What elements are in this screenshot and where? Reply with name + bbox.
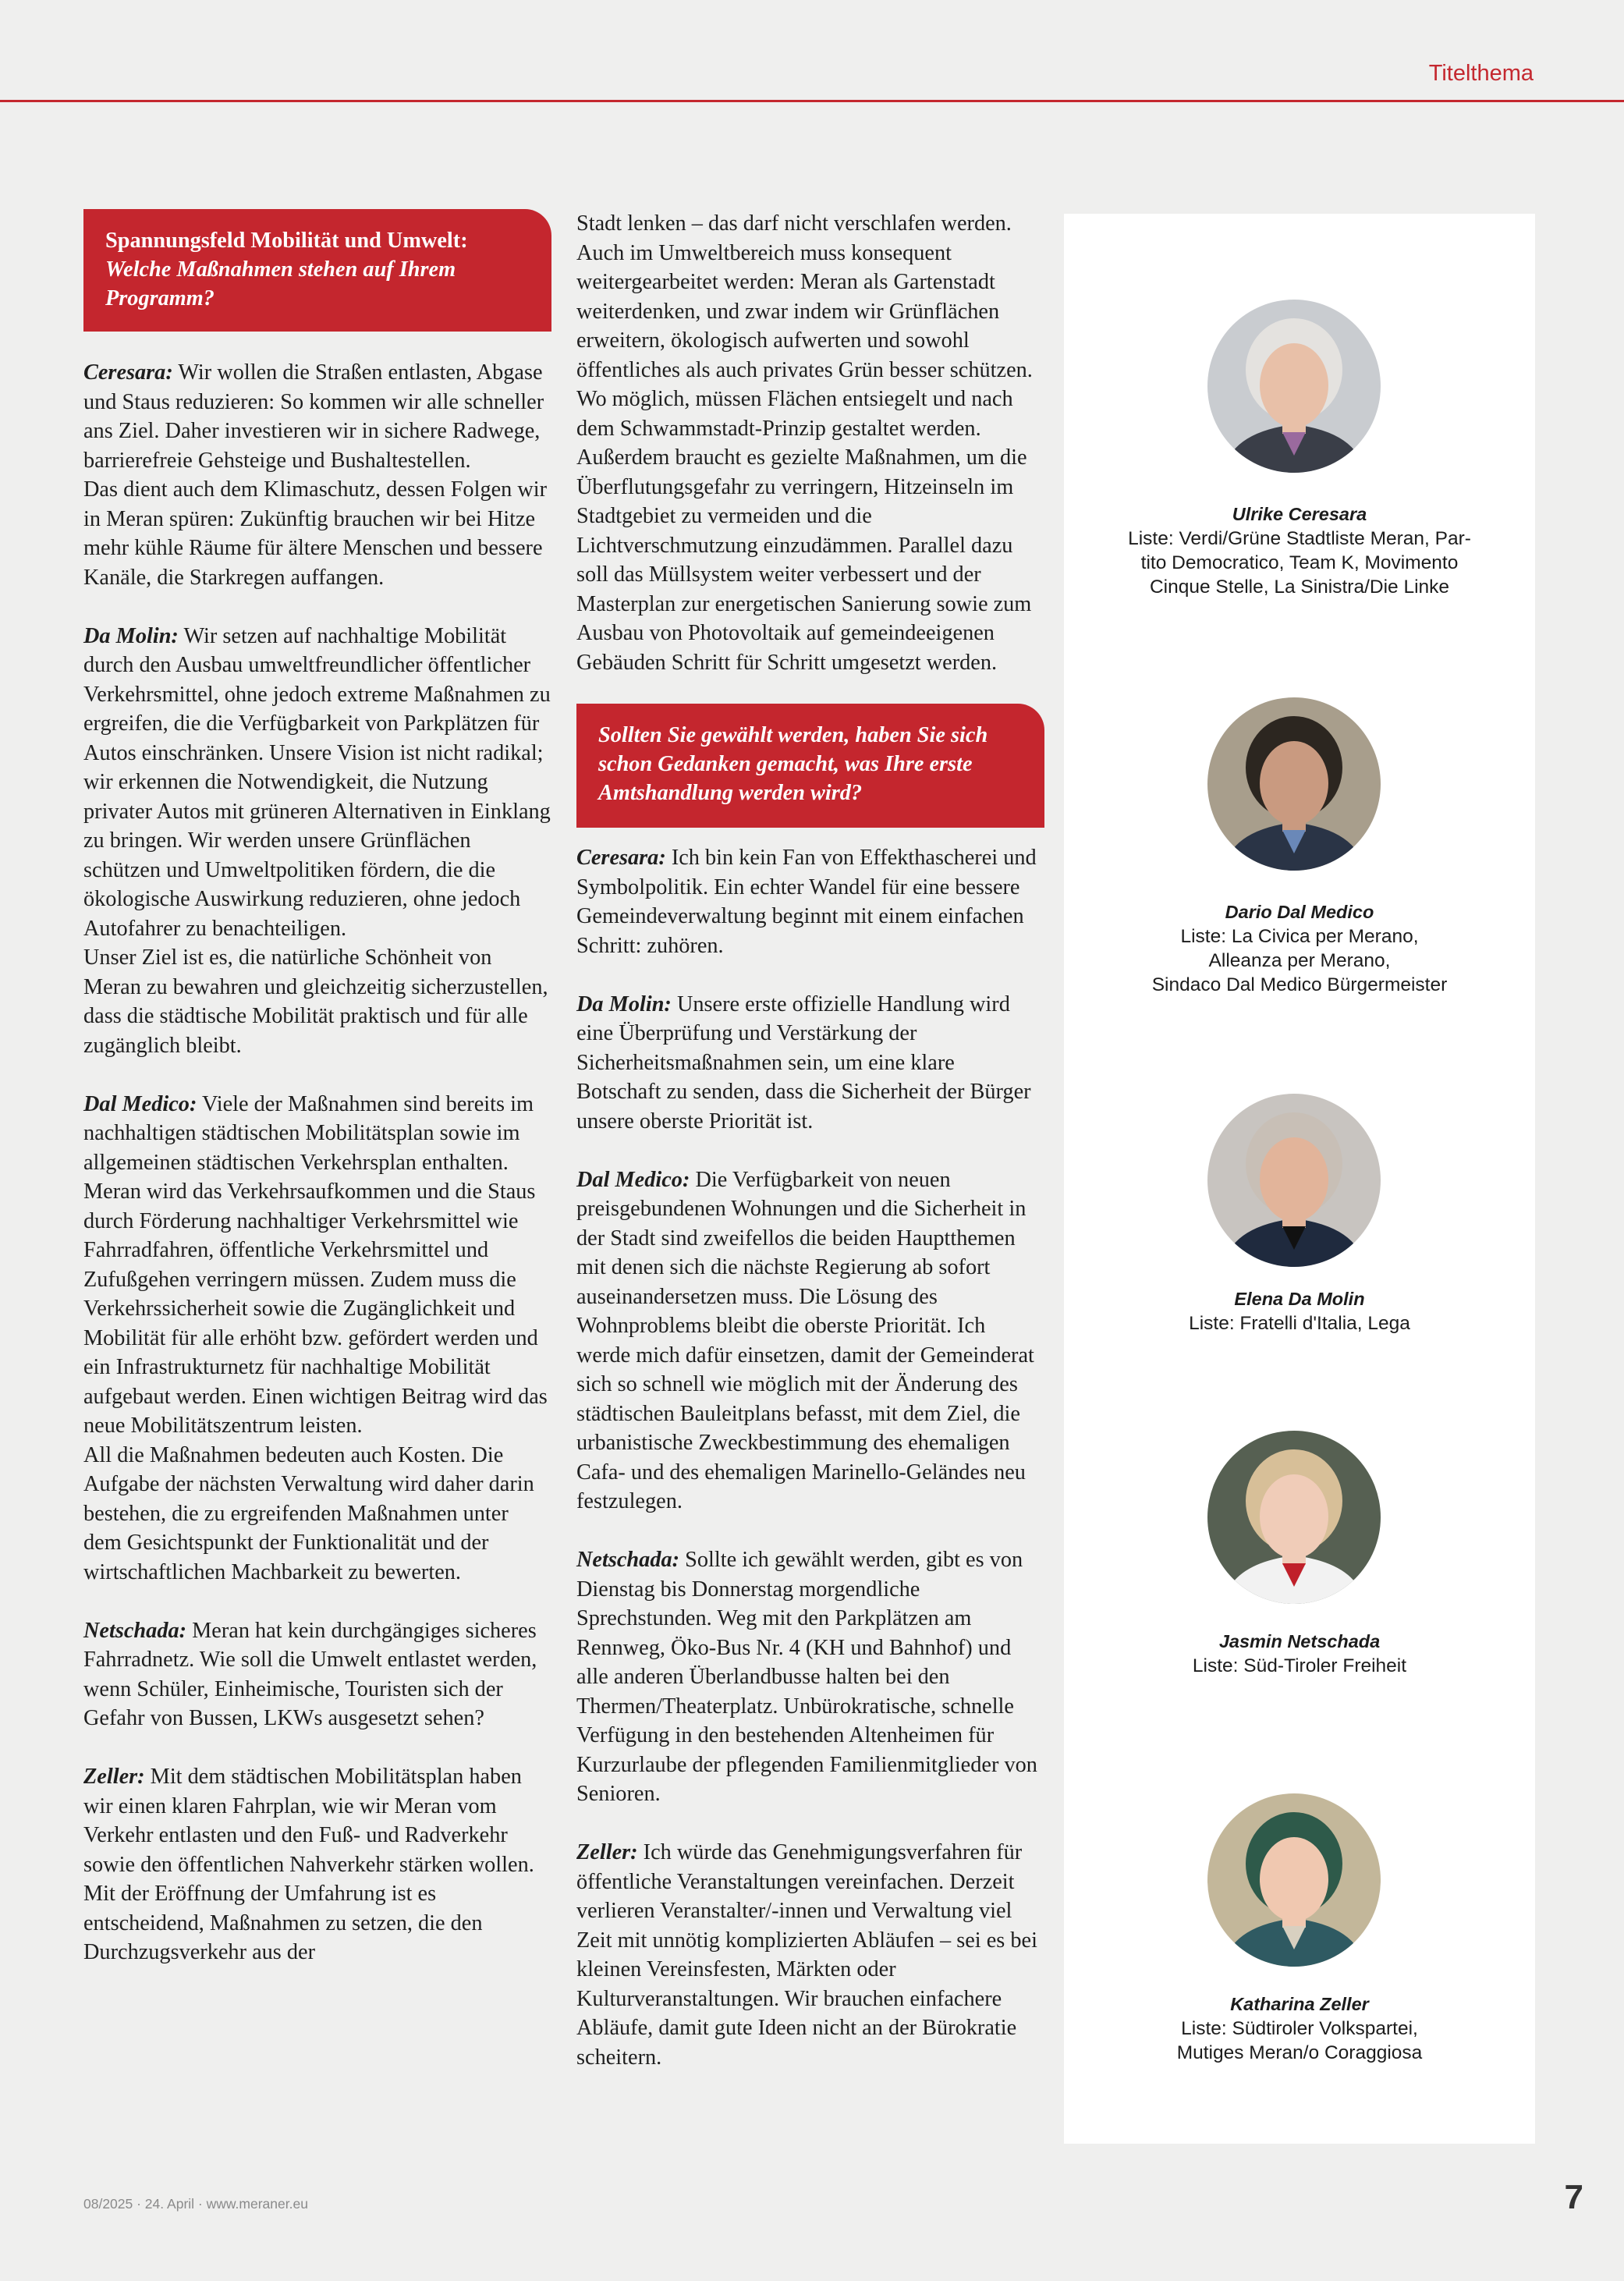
candidate-name: Dario Dal Medico — [1225, 902, 1374, 922]
candidate-list-line: Liste: Süd-Tiroler Freiheit — [1192, 1655, 1407, 1676]
answer-block — [576, 1545, 1044, 1809]
portrait-photo — [1207, 697, 1381, 871]
answer-text: Ich bin kein Fan von Effekthascherei und Symbolpolitik. Ein echter Wandel für eine bessere Gemeindeverwaltung beginnt mit einem einfachen Schritt: zuhören. — [576, 846, 1037, 958]
face-shape — [1260, 1137, 1328, 1222]
candidate-list-line: Liste: Fratelli d'Italia, Lega — [1189, 1313, 1410, 1334]
question-box-mobility — [83, 209, 551, 332]
section-label: Titelthema — [1428, 61, 1534, 86]
answer-block — [83, 1762, 551, 1967]
answer-paragraph — [83, 1090, 551, 1441]
candidate-portrait — [1207, 697, 1381, 871]
answer-block — [576, 990, 1044, 1137]
speaker-name: Ceresara: — [83, 360, 173, 385]
answer-text: Die Verfügbarkeit von neuen preisgebundenen Wohnungen und die Sicherheit in der Stadt sind zweifellos die beiden Hauptthemen mit denen sich die nächste Regierung ab sofort auseinandersetzen muss. Die Lösung des Wohnproblems bleibt die oberste Priorität. Ich werde mich dafür einsetzen, damit der Gemeinderat sich so schnell wie möglich mit der Änderung des städtischen Bauleitplans befasst, mit dem Ziel, die urbanistische Zweckbestimmung des ehemaligen Cafa- und des ehemaligen Marinello-Geländes neu festzulegen. — [576, 1167, 1034, 1513]
answer-paragraph — [576, 1838, 1044, 2072]
face-shape — [1260, 1474, 1328, 1559]
answers-first-action — [576, 843, 1044, 2072]
question-box-first-action — [576, 704, 1044, 828]
portrait-photo — [1207, 300, 1381, 473]
candidate-caption — [1080, 1287, 1519, 1336]
page-number: 7 — [1564, 2178, 1583, 2216]
question-lead: Spannungsfeld Mobilität und Umwelt: — [105, 229, 468, 253]
question-text: Welche Maßnahmen stehen auf Ihrem Programm? — [105, 257, 456, 310]
answer-block — [83, 358, 551, 592]
candidates-sidebar — [1064, 214, 1535, 2144]
header-rule — [0, 100, 1624, 102]
answer-paragraph — [83, 475, 551, 592]
answer-text: Mit dem städtischen Mobilitätsplan haben wir einen klaren Fahrplan, wie wir Meran vom Verkehr entlasten und den Fuß- und Radverkehr sowie den öffentlichen Nahverkehr stärken wollen. Mit der Eröffnung der Umfahrung ist es entscheidend, Maßnahmen zu setzen, die den Durchzugsverkehr aus der — [83, 1765, 534, 1964]
candidate-list-line: Alleanza per Merano, — [1208, 950, 1391, 971]
answer-paragraph — [576, 1165, 1044, 1517]
answers-mobility — [83, 358, 551, 1967]
answer-text: Ich würde das Genehmigungsverfahren für öffentliche Veranstaltungen vereinfachen. Derzeit verlieren Veranstalter/-innen und Verwaltung viel Zeit mit unnötig komplizierten Abläufen – sei es bei kleinen Vereinsfesten, Märkten oder Kulturveranstaltungen. Wir brauchen einfachere Abläufe, damit gute Ideen nicht an der Bürokratie scheitern. — [576, 1840, 1037, 2070]
answer-block — [83, 1090, 551, 1587]
candidate-caption — [1080, 1992, 1519, 2065]
speaker-name: Zeller: — [576, 1840, 638, 1864]
face-shape — [1260, 343, 1328, 427]
candidate-list-line: Liste: La Civica per Merano, — [1180, 926, 1419, 947]
answer-block — [83, 1616, 551, 1733]
speaker-name: Netschada: — [83, 1618, 187, 1643]
candidate-caption — [1080, 1630, 1519, 1678]
candidate-list-line: Mutiges Meran/o Coraggiosa — [1176, 2042, 1423, 2063]
speaker-name: Da Molin: — [576, 992, 672, 1016]
candidate-caption — [1080, 502, 1519, 599]
speaker-name: Da Molin: — [83, 623, 179, 648]
candidate-list-line: Cinque Stelle, La Sinistra/Die Linke — [1149, 576, 1450, 598]
left-column — [83, 209, 551, 1996]
answer-text: Unser Ziel ist es, die natürliche Schönheit von Meran zu bewahren und gleichzeitig sicherzustellen, dass die städtische Mobilität praktisch und für alle zugänglich bleibt. — [83, 945, 548, 1058]
answer-paragraph — [83, 1762, 551, 1967]
speaker-name: Dal Medico: — [83, 1091, 197, 1116]
candidate-name: Ulrike Ceresara — [1232, 504, 1367, 524]
speaker-name: Netschada: — [576, 1548, 680, 1572]
footer-issue: 08/2025 · 24. April · www.meraner.eu — [83, 2196, 308, 2212]
answer-paragraph — [576, 1545, 1044, 1809]
candidate-list-line: Liste: Südtiroler Volkspartei, — [1181, 2018, 1418, 2039]
answer-text: Viele der Maßnahmen sind bereits im nachhaltigen städtischen Mobilitätsplan sowie im allgemeinen städtischen Verkehrsplan enthalten. Meran wird das Verkehrsaufkommen und die Staus durch Förderung nachhaltiger Verkehrsmittel wie Fahrradfahren, öffentliche Verkehrsmittel und Zufußgehen verringern müssen. Zudem muss die Verkehrssicherheit sowie die Zugänglichkeit und Mobilität für alle erhöht bzw. gefördert werden und ein Infrastrukturnetz für nachhaltige Mobilität aufgebaut werden. Einen wichtigen Beitrag wird das neue Mobilitätszentrum leisten. — [83, 1091, 548, 1438]
answer-block — [576, 1838, 1044, 2072]
answer-paragraph — [83, 358, 551, 475]
candidate-name: Katharina Zeller — [1230, 1994, 1369, 2014]
speaker-name: Zeller: — [83, 1765, 145, 1789]
candidate-portrait — [1207, 1094, 1381, 1267]
candidate-name: Jasmin Netschada — [1218, 1631, 1381, 1651]
question-text: Sollten Sie gewählt werden, haben Sie sich schon Gedanken gemacht, was Ihre erste Amtshandlung werden wird? — [598, 723, 988, 805]
answer-paragraph — [83, 622, 551, 944]
speaker-name: Dal Medico: — [576, 1167, 690, 1192]
portrait-photo — [1207, 1094, 1381, 1267]
portrait-photo — [1207, 1431, 1381, 1604]
candidate-name: Elena Da Molin — [1234, 1289, 1365, 1309]
answer-text: Unsere erste offizielle Handlung wird eine Überprüfung und Verstärkung der Sicherheitsmaßnahmen sein, um eine klare Botschaft zu senden, dass die Sicherheit der Bürger unsere oberste Priorität ist. — [576, 992, 1031, 1133]
speaker-name: Ceresara: — [576, 846, 666, 870]
answer-paragraph — [83, 1441, 551, 1587]
continuation-text: Stadt lenken – das darf nicht verschlafen werden. Auch im Umweltbereich muss konsequent weitergearbeitet werden: Meran als Gartenstadt weiterdenken, und zwar indem wir Grünflächen erweitern, ökologisch aufwerten und sowohl öffentliches als auch privates Grün besser schützen. Wo möglich, müssen Flächen entsiegelt und nach dem Schwammstadt-Prinzip gestaltet werden. Außerdem braucht es gezielte Maßnahmen, um die Überflutungsgefahr zu verringern, Hitzeinseln im Stadtgebiet zu vermeiden und die Lichtverschmutzung einzudämmen. Parallel dazu soll das Müllsystem weiter verbessert und der Masterplan zur energetischen Sanierung sowie zum Ausbau von Photovoltaik auf gemeindeeigenen Gebäuden Schritt für Schritt umgesetzt werden. — [576, 211, 1033, 675]
portrait-photo — [1207, 1793, 1381, 1967]
candidate-caption — [1080, 900, 1519, 997]
face-shape — [1260, 1837, 1328, 1921]
answer-paragraph — [83, 943, 551, 1060]
answer-text: Meran hat kein durchgängiges sicheres Fahrradnetz. Wie soll die Umwelt entlastet werden, wenn Schüler, Einheimische, Touristen sich der Gefahr von Bussen, LKWs ausgesetzt sehen? — [83, 1618, 537, 1730]
candidate-list-line: Sindaco Dal Medico Bürgermeister — [1151, 974, 1448, 995]
answer-block — [83, 622, 551, 1061]
answer-text: Wir wollen die Straßen entlasten, Abgase und Staus reduzieren: So kommen wir alle schneller ans Ziel. Daher investieren wir in sichere Radwege, barrierefreie Gehsteige und Bushaltestellen. — [83, 360, 544, 473]
answer-block — [576, 1165, 1044, 1517]
answer-text: Sollte ich gewählt werden, gibt es von Dienstag bis Donnerstag morgendliche Sprechstunden. Weg mit den Parkplätzen am Rennweg, Öko-Bus Nr. 4 (KH und Bahnhof) und alle anderen Überlandbusse halten bei den Thermen/Theaterplatz. Unbürokratische, schnelle Verfügung in den bestehenden Altenheimen für Kurzurlaube der pflegenden Familienmitglieder von Senioren. — [576, 1548, 1037, 1806]
answer-text: Wir setzen auf nachhaltige Mobilität durch den Ausbau umweltfreundlicher öffentlicher Verkehrsmittel, ohne jedoch extreme Maßnahmen zu ergreifen, die die Verfügbarkeit von Parkplätzen für Autos einschränken. Unsere Vision ist nicht radikal; wir erkennen die Notwendigkeit, die Nutzung privater Autos mit grüneren Alternativen in Einklang zu bringen. Wir werden unsere Grünflächen schützen und Umweltpolitiken fördern, die die ökologische Auswirkung reduzieren, ohne jedoch Autofahrer zu benachteiligen. — [83, 623, 551, 941]
answer-paragraph — [83, 1616, 551, 1733]
candidate-list-line: tito Democratico, Team K, Movimento — [1140, 552, 1459, 573]
face-shape — [1260, 741, 1328, 825]
candidate-portrait — [1207, 1793, 1381, 1967]
middle-column — [576, 209, 1044, 2102]
candidate-portrait — [1207, 300, 1381, 473]
candidate-list-line: Liste: Verdi/Grüne Stadtliste Meran, Par- — [1128, 528, 1471, 549]
answer-paragraph — [576, 990, 1044, 1137]
answer-paragraph — [576, 843, 1044, 960]
answer-text: All die Maßnahmen bedeuten auch Kosten. Die Aufgabe der nächsten Verwaltung wird daher darin bestehen, die zu ergreifenden Maßnahmen unter dem Gesichtspunkt der Funktionalität und der wirtschaftlichen Machbarkeit zu bewerten. — [83, 1442, 534, 1584]
answer-text: Das dient auch dem Klimaschutz, dessen Folgen wir in Meran spüren: Zukünftig brauchen wir bei Hitze mehr kühle Räume für ältere Menschen und bessere Kanäle, die Starkregen auffangen. — [83, 477, 548, 590]
answer-block — [576, 843, 1044, 960]
candidate-portrait — [1207, 1431, 1381, 1604]
